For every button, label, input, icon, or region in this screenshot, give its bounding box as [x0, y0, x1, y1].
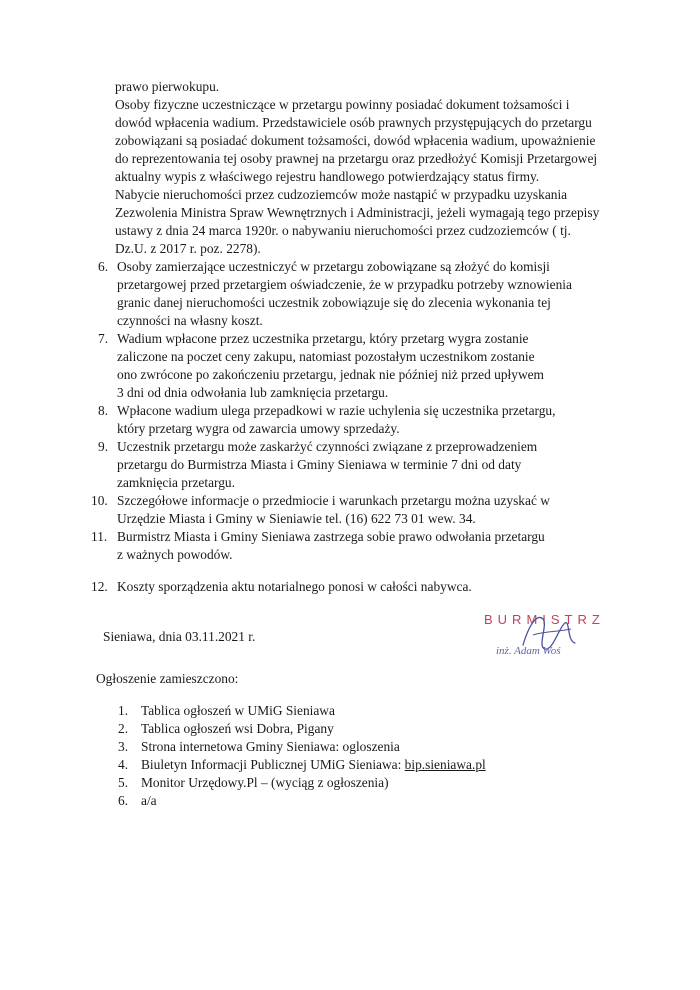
body-line: dowód wpłacenia wadium. Przedstawiciele osób prawnych przystępujących do przetargu: [115, 115, 592, 130]
body-line: prawo pierwokupu.: [115, 79, 220, 94]
bip-link[interactable]: bip.sieniawa.pl: [404, 757, 486, 772]
list-number: 5.: [118, 775, 129, 790]
body-line: Osoby fizyczne uczestniczące w przetargu powinny posiadać dokument tożsamości i: [115, 97, 570, 112]
item-line: Burmistrz Miasta i Gminy Sieniawa zastrzega sobie prawo odwołania przetargu: [117, 529, 545, 544]
body-line: Zezwolenia Ministra Spraw Wewnętrznych i Administracji, jeżeli wymagają tego przepisy: [115, 205, 600, 220]
list-number: 1.: [118, 703, 129, 718]
list-number: 3.: [118, 739, 129, 754]
list-item: Tablica ogłoszeń w UMiG Sieniawa: [141, 703, 335, 718]
item-number: 6.: [98, 259, 109, 274]
list-item: Tablica ogłoszeń wsi Dobra, Pigany: [141, 721, 334, 736]
item-line: przetargu do Burmistrza Miasta i Gminy Sieniawa w terminie 7 dni od daty: [117, 457, 522, 472]
body-line: ustawy z dnia 24 marca 1920r. o nabywaniu nieruchomości przez cudzoziemców ( tj.: [115, 223, 571, 238]
item-line: Wpłacone wadium ulega przepadkowi w razie uchylenia się uczestnika przetargu,: [117, 403, 556, 418]
item-number: 11.: [91, 529, 108, 544]
item-line: zaliczone na poczet ceny zakupu, natomiast pozostałym uczestnikom zostanie: [117, 349, 535, 364]
item-line: zamknięcia przetargu.: [117, 475, 235, 490]
list-item: Strona internetowa Gminy Sieniawa: ogloszenia: [141, 739, 400, 754]
item-line: granic danej nieruchomości uczestnik zobowiązuje się do zlecenia wykonania tej: [117, 295, 551, 310]
list-item: a/a: [141, 793, 157, 808]
item-line: Wadium wpłacone przez uczestnika przetargu, który przetarg wygra zostanie: [117, 331, 529, 346]
item-number: 12.: [91, 579, 108, 594]
item-line: ono zwrócone po zakończeniu przetargu, jednak nie później niż przed upływem: [117, 367, 544, 382]
item-line: 3 dni od dnia odwołania lub zamknięcia przetargu.: [117, 385, 389, 400]
body-line: Dz.U. z 2017 r. poz. 2278).: [115, 241, 261, 256]
stamp-title: BURMISTRZ: [484, 612, 605, 627]
item-line: czynności na własny koszt.: [117, 313, 263, 328]
item-line: z ważnych powodów.: [117, 547, 233, 562]
body-line: do reprezentowania tej osoby prawnej na przetargu oraz przedłożyć Komisji Przetargowej: [115, 151, 598, 166]
list-number: 2.: [118, 721, 129, 736]
list-item: [141, 756, 486, 773]
item-line: Urzędzie Miasta i Gminy w Sieniawie tel. (16) 622 73 01 wew. 34.: [117, 511, 476, 526]
item-number: 10.: [91, 493, 108, 508]
item-line: Uczestnik przetargu może zaskarżyć czynności związane z przeprowadzeniem: [117, 439, 538, 454]
item-line: przetargowej przed przetargiem oświadczenie, że w przypadku potrzeby wznowienia: [117, 277, 572, 292]
item-line: Szczegółowe informacje o przedmiocie i warunkach przetargu można uzyskać w: [117, 493, 550, 508]
list-item: Monitor Urzędowy.Pl – (wyciąg z ogłoszenia): [141, 775, 389, 790]
item-line: Osoby zamierzające uczestniczyć w przetargu zobowiązane są złożyć do komisji: [117, 259, 550, 274]
stamp-name: inż. Adam Woś: [496, 645, 561, 657]
item-number: 8.: [98, 403, 109, 418]
body-line: Nabycie nieruchomości przez cudzoziemców może nastąpić w przypadku uzyskania: [115, 187, 568, 202]
place-date: Sieniawa, dnia 03.11.2021 r.: [103, 629, 256, 644]
body-line: aktualny wypis z właściwego rejestru handlowego potwierdzający status firmy.: [115, 169, 540, 184]
list-item-text: Biuletyn Informacji Publicznej UMiG Sieniawa:: [141, 757, 405, 772]
item-number: 7.: [98, 331, 109, 346]
item-line: który przetarg wygra od zawarcia umowy sprzedaży.: [117, 421, 400, 436]
published-heading: Ogłoszenie zamieszczono:: [96, 671, 239, 686]
item-number: 9.: [98, 439, 109, 454]
list-number: 6.: [118, 793, 129, 808]
body-line: zobowiązani są posiadać dokument tożsamości, dowód wpłacenia wadium, upoważnienie: [115, 133, 596, 148]
list-number: 4.: [118, 757, 129, 772]
item-line: Koszty sporządzenia aktu notarialnego ponosi w całości nabywca.: [117, 579, 472, 594]
